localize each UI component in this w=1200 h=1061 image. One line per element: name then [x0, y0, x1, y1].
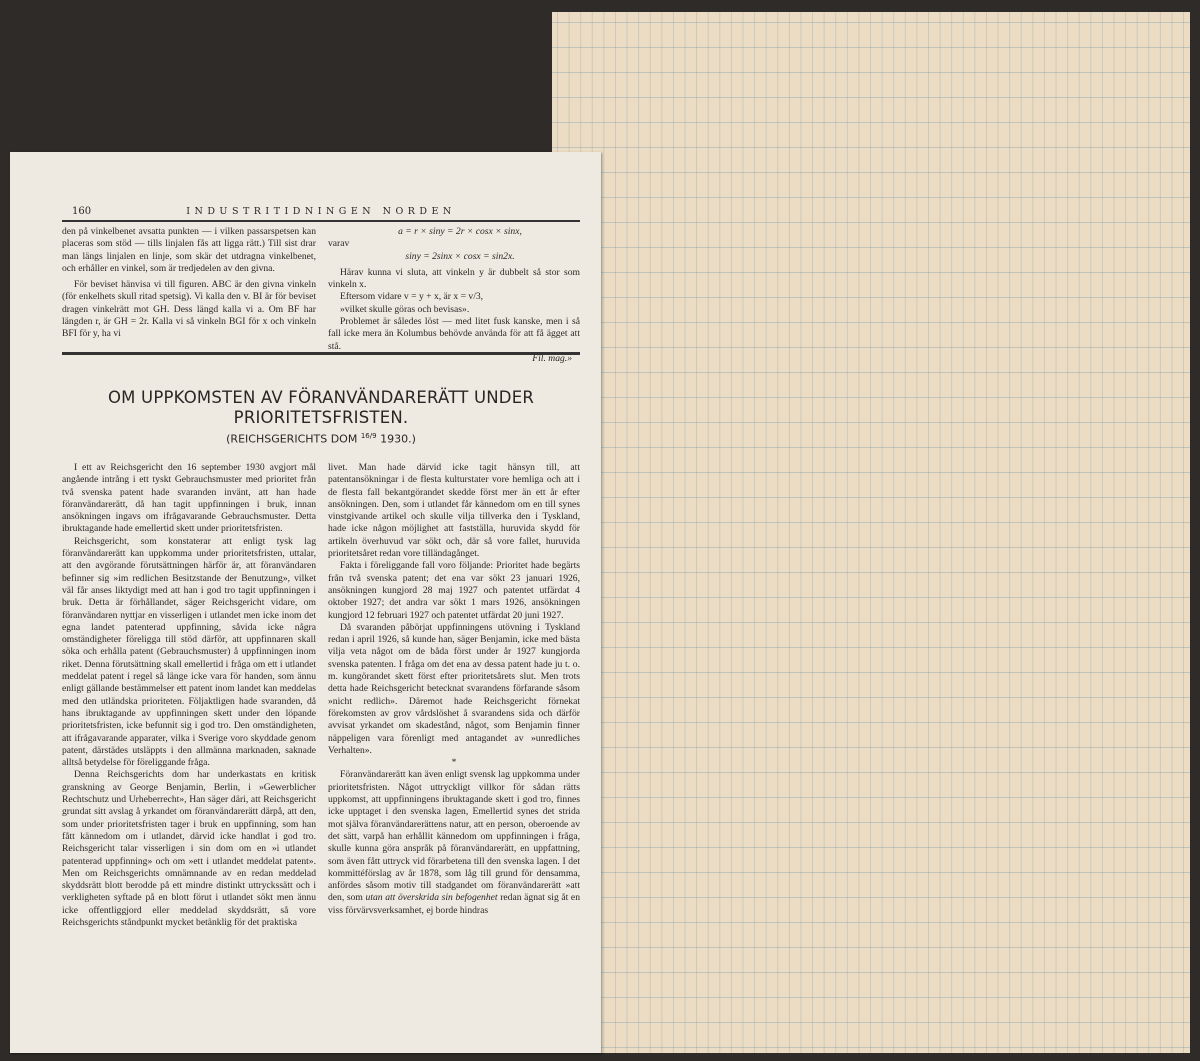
page-number: 160: [72, 206, 92, 217]
article-title: OM UPPKOMSTEN AV FÖRANVÄNDARERÄTT UNDER PRIORITETSFRISTEN.: [107, 388, 534, 427]
article-column-2: [328, 462, 580, 917]
paragraph: Härav kunna vi sluta, att vinkeln y är dubbelt så stor som vinkeln x.: [328, 266, 580, 291]
section-separator: *: [451, 757, 457, 769]
paragraph: I ett av Reichsgericht den 16 september 1930 avgjort mål angående intrång i ett tyskt Gebrauchsmuster med prioritet från två svenska patent hade svaranden invänt, att han hade föranvändarerätt, då han tagit uppfinningen i bruk, innan ansökningen ingavs om ifrågavarande Gebrauchsmuster. Detta ibruktagande hade emellertid skett under prioritetsfristen.: [62, 462, 316, 535]
article-subtitle: [62, 432, 580, 446]
paragraph: livet. Man hade därvid icke tagit hänsyn till, att patentansökningar i de flesta kulturstater vore hemliga och att i de flesta fall bekantgörandet skedde först mer än ett år efter ansökningen. Den, som i utlandet får kännedom om en till synes vinstgivande artikel och skulle vilja tillverka den i Tyskland, hade icke någon möjlighet att fastställa, huruvida skydd för artikeln överhuvud var sökt och, där så vore fallet, huruvida prioritetsåret redan vore tilländagånget.: [328, 462, 580, 560]
paragraph: Fakta i föreliggande fall voro följande: Prioritet hade begärts från två svenska patent; det ena var sökt 23 januari 1926, ansökningen kungjord 28 maj 1927 och patentet utfärdat 4 oktober 1927; det andra var sökt 1 mars 1926, ansökningen kungjord 12 februari 1927 och patentet utfärdat 20 juni 1927.: [328, 560, 580, 621]
equation: a = r × siny = 2r × cosx × sinx,: [398, 226, 522, 237]
subtitle-year: 1930.): [376, 432, 416, 446]
paragraph: Denna Reichsgerichts dom har underkastats en kritisk granskning av George Benjamin, Berlin, i »Gewerblicher Rechtschutz und Urheberrecht», Han säger däri, att Reichsgericht grundat sitt avslag å yrkandet om föranvändarerätt därpå, att den, som under prioritetsfristen tager i bruk en uppfinning, som han fått kännedom om i utlandet, därvid icke handlat i god tro. Reichsgericht talar visserligen i sin dom om en »i utlandet patenterad uppfinning» och om »ett i utlandet meddelat patent». Men om Reichsgerichts omnämnande av en redan meddelad skyddsrätt blott berodde på ett mindre distinkt uttryckssätt och i verkligheten syftade på en blott förut i utlandet sökt men ännu icke offentliggjord eller meddelad skyddsrätt, så vore Reichsgerichts ståndpunkt mycket betänklig för det praktiska: [62, 769, 316, 928]
running-head: [62, 206, 580, 222]
section-rule: [62, 352, 580, 355]
text: redan ägnat sig åt en viss förvärvsverksamhet, ej borde hindras: [328, 892, 580, 916]
equation: siny = 2sinx × cosx = sin2x.: [405, 250, 515, 262]
paragraph: [328, 769, 580, 917]
top-right-column: [328, 226, 580, 365]
journal-title: INDUSTRITIDNINGEN NORDEN: [186, 206, 456, 217]
journal-page: [10, 152, 601, 1053]
graph-paper-sheet: [552, 12, 1190, 1053]
italic-text: utan att överskrida sin befogenhet: [365, 892, 498, 904]
paragraph: Då svaranden påbörjat uppfinningens utövning i Tyskland redan i april 1926, så kunde han, säger Benjamin, icke med bästa vilja veta något om de båda först under år 1927 kungjorda svenska patenten. I fråga om det ena av dessa patent hade ju t. o. m. kungörandet skett först efter prioritetsårets slut. Men trots detta hade Reichsgericht betecknat svarandens förfarande såsom »nicht redlich». Däremot hade Reichsgericht förnekat förekomsten av grov vårdslöshet å svarandens sida och därför avvisat yrkandet om skadestånd, något, som Benjamin finner näppeligen vara förenligt med antagandet av »unredliches Verhalten».: [328, 621, 580, 756]
paragraph: Reichsgericht, som konstaterar att enligt tysk lag föranvändarerätt kan uppkomma under prioritetsfristen, uttalar, att den avgörande förutsättningen härför är, att föranvändaren befinner sig »im redlichen Besitzstande der Benutzung», vilket väl får anses liktydigt med att han i god tro tagit uppfinningen i bruk. Detta är förhållandet, säger Reichsgericht vidare, om föranvändaren nyttjar en visserligen i utlandet men icke inom det egna landet patenterad uppfinning, såvida icke några omständigheter föreligga till stöd därför, att uppfinnaren skall söka och erhålla patent (Gebrauchsmuster) å uppfinningen inom riket. Denna förutsättning skall emellertid i fråga om ett i utlandet meddelat patent i regel så länge icke vara för handen, som ännu enligt gällande bestämmelser ett patent inom landet kan meddelas med den utländska prioriteten. Följaktligen hade svaranden, då hans ibruktagande av uppfinningen skett under den löpande prioritetsfristen, icke befunnit sig i god tro. Den omständigheten, att ifrågavarande apparater, vilka i Sverige voro skyddade genom patent, därstädes utsläppts i den allmänna marknaden, saknade alltså betydelse för föreliggande fråga.: [62, 535, 316, 769]
subtitle-text: (REICHSGERICHTS DOM: [226, 432, 361, 446]
paragraph: För beviset hänvisa vi till figuren. ABC är den givna vinkeln (för enkelhets skull ritad spetsig). Vi kalla den v. BI är för beviset dragen vinkelrätt mot GH. Dess längd kalla vi a. Om BF har längden r, är GH = 2r. Kalla vi så vinkeln BGI för x och vinkeln BFI för y, ha vi: [62, 279, 316, 340]
text: Föranvändarerätt kan även enligt svensk lag uppkomma under prioritetsfristen. Något uttryckligt villkor för sådan rätts uppkomst, att uppfinningens ibruktagande skett i god tro, finnes icke upptaget i den svenska lagen, Emellertid synes det strida mot själva föranvändarerättens natur, att en person, oberoende av det sätt, varpå han erhållit kännedom om uppfinningen i fråga, skulle kunna göra anspråk på föranvändarerätt, en uppfattning, som även fått uttryck vid förarbetena till den svenska lagen. I det kommittéförslag av år 1878, som låg till grund för densamma, anfördes såsom motiv till stadgandet om föranvändarerätt »att den, som: [328, 769, 580, 904]
paragraph: Eftersom vidare v = y + x, är x = v/3,: [340, 291, 484, 303]
paragraph: Problemet är således löst — med litet fusk kanske, men i så fall icke mera än Kolumbus behövde använda för att få ägget att stå.: [328, 316, 580, 352]
paragraph: den på vinkelbenet avsatta punkten — i vilken passarspetsen kan placeras som stöd — tills linjalen fås att ligga rätt.) Till sist drar man längs linjalen en linje, som skär det utdragna vinkelbenet, och erhåller en vinkel, som är tredjedelen av den givna.: [62, 226, 316, 274]
text-varav: varav: [328, 238, 350, 250]
article-column-1: [62, 462, 316, 929]
paragraph: »vilket skulle göras och bevisas».: [340, 303, 470, 315]
signature: Fil. mag.»: [532, 352, 572, 364]
subtitle-date: 16/9: [360, 432, 377, 440]
top-left-column: [62, 226, 316, 341]
